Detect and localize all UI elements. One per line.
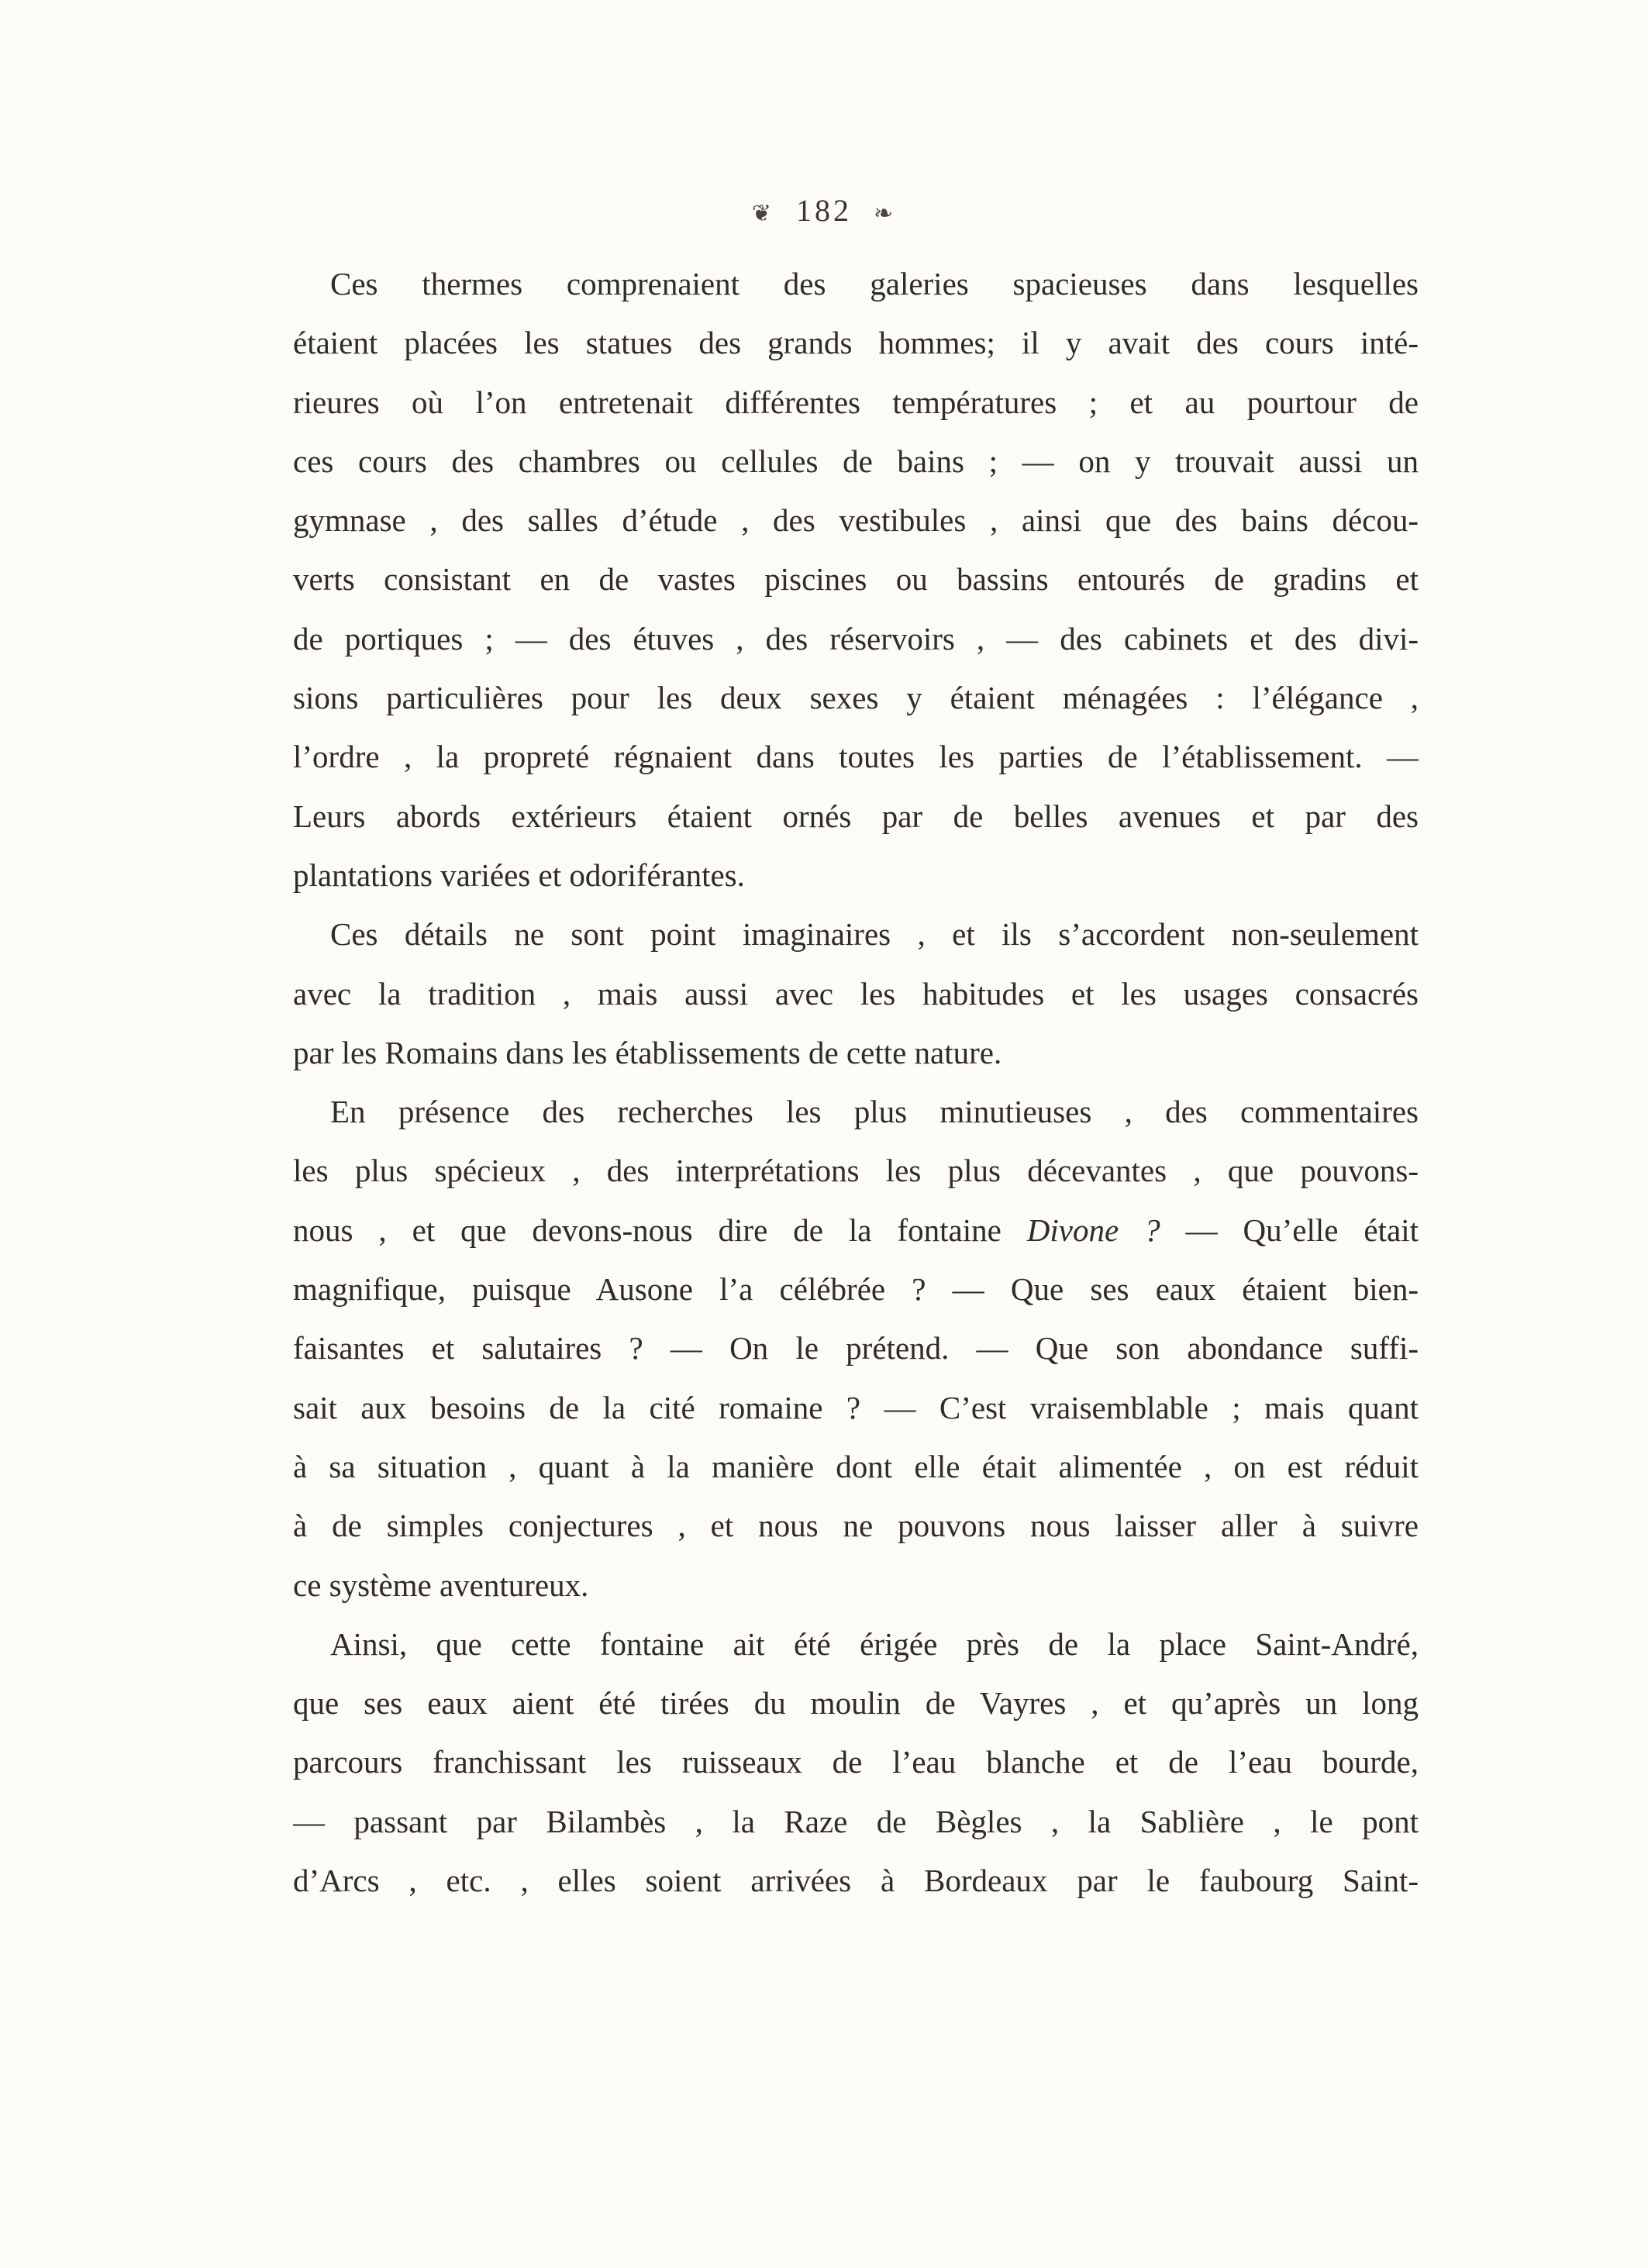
text-line: étaient placées les statues des grands hommes; il y avait des cours inté- bbox=[293, 325, 1419, 361]
body-text bbox=[293, 254, 1419, 1910]
paragraph-3 bbox=[293, 1082, 1419, 1615]
paragraph-4 bbox=[293, 1615, 1419, 1910]
page-header bbox=[0, 191, 1648, 234]
text-line: que ses eaux aient été tirées du moulin de Vayres , et qu’après un long bbox=[293, 1685, 1419, 1722]
text-line-end: — Qu’elle était bbox=[1185, 1212, 1419, 1248]
paragraph-2 bbox=[293, 905, 1419, 1082]
text-line: — passant par Bilambès , la Raze de Bègles , la Sablière , le pont bbox=[293, 1803, 1419, 1839]
text-line-start: nous , et que devons-nous dire de la fontaine bbox=[293, 1212, 1002, 1248]
text-line: Ces détails ne sont point imaginaires , et ils s’accordent non-seulement bbox=[330, 916, 1419, 953]
ornament-left-icon: ❦ bbox=[751, 200, 774, 226]
text-line: gymnase , des salles d’étude , des vestibules , ainsi que des bains décou- bbox=[293, 502, 1419, 539]
text-line: par les Romains dans les établissements de cette nature. bbox=[293, 1034, 1002, 1070]
text-line: verts consistant en de vastes piscines ou bassins entourés de gradins et bbox=[293, 561, 1419, 598]
text-line: magnifique, puisque Ausone l’a célébrée ? — Que ses eaux étaient bien- bbox=[293, 1271, 1419, 1308]
italic-name-divone: Divone ? bbox=[1026, 1212, 1160, 1248]
text-line: sions particulières pour les deux sexes y étaient ménagées : l’élégance , bbox=[293, 680, 1419, 716]
text-line: l’ordre , la propreté régnaient dans toutes les parties de l’établissement. — bbox=[293, 739, 1419, 775]
page-number: 182 bbox=[796, 193, 852, 228]
text-line: à sa situation , quant à la manière dont elle était alimentée , on est réduit bbox=[293, 1448, 1419, 1484]
text-line: ce système aventureux. bbox=[293, 1567, 589, 1603]
text-line: de portiques ; — des étuves , des réservoirs , — des cabinets et des divi- bbox=[293, 620, 1419, 657]
text-line: ces cours des chambres ou cellules de bains ; — on y trouvait aussi un bbox=[293, 443, 1419, 479]
paragraph-1 bbox=[293, 254, 1419, 905]
text-line: parcours franchissant les ruisseaux de l’eau blanche et de l’eau bourde, bbox=[293, 1744, 1419, 1780]
text-line: rieures où l’on entretenait différentes températures ; et au pourtour de bbox=[293, 384, 1419, 420]
text-line: Leurs abords extérieurs étaient ornés par de belles avenues et par des bbox=[293, 798, 1419, 834]
text-line: faisantes et salutaires ? — On le prétend. — Que son abondance suffi- bbox=[293, 1330, 1419, 1367]
ornament-right-icon: ❧ bbox=[874, 200, 897, 226]
text-line: à de simples conjectures , et nous ne pouvons nous laisser aller à suivre bbox=[293, 1508, 1419, 1544]
text-line: Ainsi, que cette fontaine ait été érigée près de la place Saint-André, bbox=[330, 1625, 1419, 1662]
text-line: En présence des recherches les plus minutieuses , des commentaires bbox=[330, 1094, 1419, 1130]
text-line: sait aux besoins de la cité romaine ? — C’est vraisemblable ; mais quant bbox=[293, 1389, 1419, 1425]
text-line: d’Arcs , etc. , elles soient arrivées à Bordeaux par le faubourg Saint- bbox=[293, 1863, 1419, 1899]
text-line: plantations variées et odoriférantes. bbox=[293, 857, 745, 893]
text-line: les plus spécieux , des interprétations les plus décevantes , que pouvons- bbox=[293, 1153, 1419, 1189]
text-line-with-italic bbox=[293, 1201, 1419, 1260]
text-line: Ces thermes comprenaient des galeries spacieuses dans lesquelles bbox=[330, 266, 1419, 302]
text-line: avec la tradition , mais aussi avec les habitudes et les usages consacrés bbox=[293, 975, 1419, 1012]
